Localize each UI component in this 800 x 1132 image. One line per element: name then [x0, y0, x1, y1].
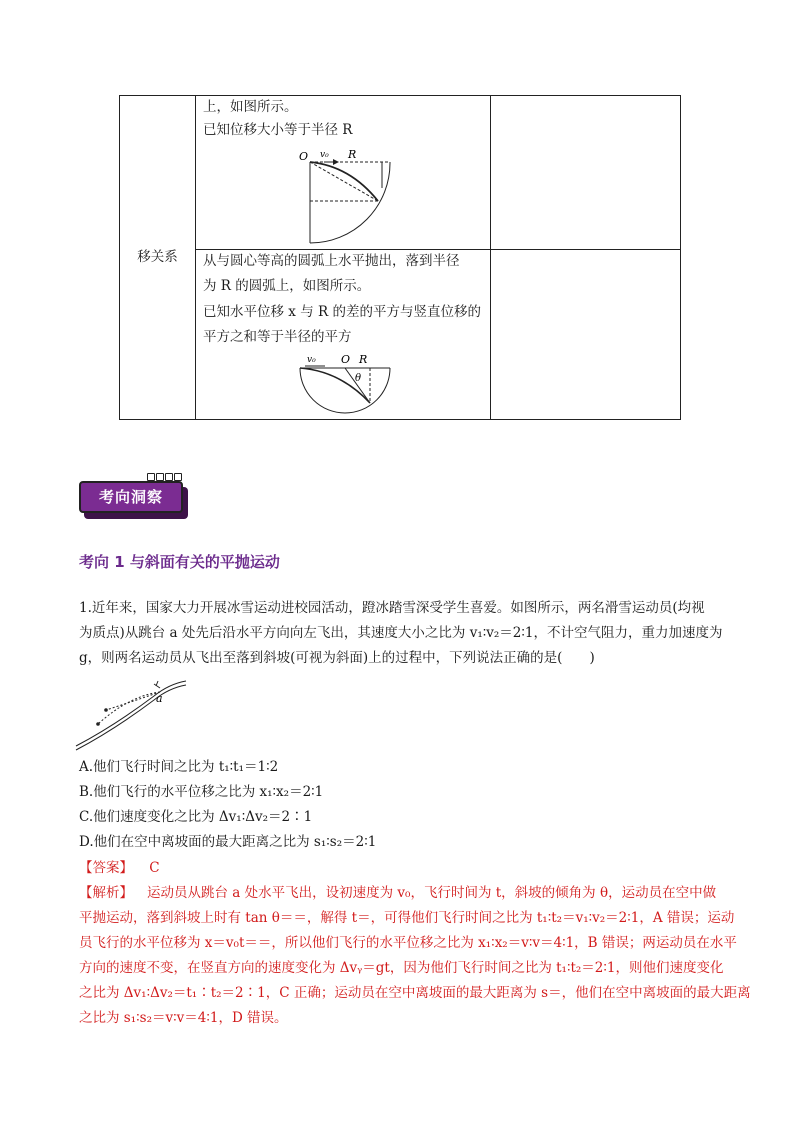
cell2-line: 从与圆心等高的圆弧上水平抛出，落到半径 — [203, 253, 460, 269]
question-line: 1.近年来，国家大力开展冰雪运动进校园活动，蹬冰踏雪深受学生喜爱。如图所示，两名滑雪运动员(均视 — [79, 600, 705, 616]
fig1-label-r: R — [348, 148, 357, 161]
answer-label: 【答案】 — [79, 860, 133, 876]
cell2-line: 平方之和等于半径的平方 — [203, 329, 352, 345]
table-divider — [195, 96, 196, 419]
option-c: C.他们速度变化之比为 Δv₁∶Δv₂＝2∶1 — [79, 809, 313, 825]
analysis-line: 之比为 s₁∶s₂＝v∶v＝4∶1，D 错误。 — [79, 1010, 288, 1026]
ski-slope-figure — [74, 676, 194, 751]
option-a: A.他们飞行时间之比为 t₁∶t₁＝1∶2 — [79, 759, 279, 775]
circle-arc-figure-1 — [290, 148, 405, 248]
fig2-label-v: v₀ — [307, 355, 316, 365]
analysis-label: 【解析】 — [79, 885, 133, 901]
fig2-label-o: O — [341, 353, 351, 366]
question-line: g，则两名运动员从飞出至落到斜坡(可视为斜面)上的过程中，下列说法正确的是( ) — [79, 650, 595, 666]
row-header: 移关系 — [137, 249, 178, 265]
analysis-line: 平抛运动，落到斜坡上时有 tan θ＝＝，解得 t＝，可得他们飞行时间之比为 t₁∶t₂＝v₁∶v₂＝2∶1，A 错误；运动 — [79, 910, 735, 926]
cell2-line: 已知水平位移 x 与 R 的差的平方与竖直位移的 — [203, 304, 481, 320]
section-badge — [79, 481, 187, 517]
question-line: 为质点)从跳台 a 处先后沿水平方向向左飞出，其速度大小之比为 v₁∶v₂＝2∶1，不计空气阻力，重力加速度为 — [79, 625, 723, 641]
question-text — [79, 596, 723, 671]
cell1-line: 上，如图所示。 — [203, 99, 298, 115]
method-table — [119, 95, 681, 420]
circle-arc-figure-2 — [295, 353, 405, 419]
fig1-label-o: O — [299, 150, 309, 163]
answer-value: C — [149, 860, 160, 876]
fig2-label-r: R — [359, 353, 368, 366]
badge-dots-icon — [147, 473, 183, 483]
analysis-line: 员飞行的水平位移为 x＝v₀t＝＝，所以他们飞行的水平位移之比为 x₁∶x₂＝v∶v＝4∶1，B 错误；两运动员在水平 — [79, 935, 737, 951]
cell2-line: 为 R 的圆弧上，如图所示。 — [203, 278, 371, 294]
option-b: B.他们飞行的水平位移之比为 x₁∶x₂＝2∶1 — [79, 784, 324, 800]
fig2-label-theta: θ — [355, 373, 362, 384]
option-d: D.他们在空中离坡面的最大距离之比为 s₁∶s₂＝2∶1 — [79, 834, 377, 850]
badge-label: 考向洞察 — [98, 488, 163, 506]
cell1-line: 已知位移大小等于半径 R — [203, 122, 353, 138]
answer-row — [79, 856, 719, 881]
analysis-line: 方向的速度不变，在竖直方向的速度变化为 Δvᵧ＝gt，因为他们飞行时间之比为 t₁∶t₂＝2∶1，则他们速度变化 — [79, 960, 724, 976]
table-divider — [490, 96, 491, 419]
options-list — [79, 755, 719, 855]
fig-label-a: a — [156, 692, 163, 705]
analysis-line: 之比为 Δv₁∶Δv₂＝t₁∶t₂＝2∶1，C 正确；运动员在空中离坡面的最大距离为 s＝，他们在空中离坡面的最大距离 — [79, 985, 751, 1001]
fig1-label-v: v₀ — [320, 150, 329, 160]
section-title: 考向 1 与斜面有关的平抛运动 — [79, 553, 280, 571]
analysis — [79, 881, 751, 1031]
analysis-line: 运动员从跳台 a 处水平飞出，设初速度为 v₀，飞行时间为 t，斜坡的倾角为 θ，运动员在空中做 — [147, 885, 717, 901]
